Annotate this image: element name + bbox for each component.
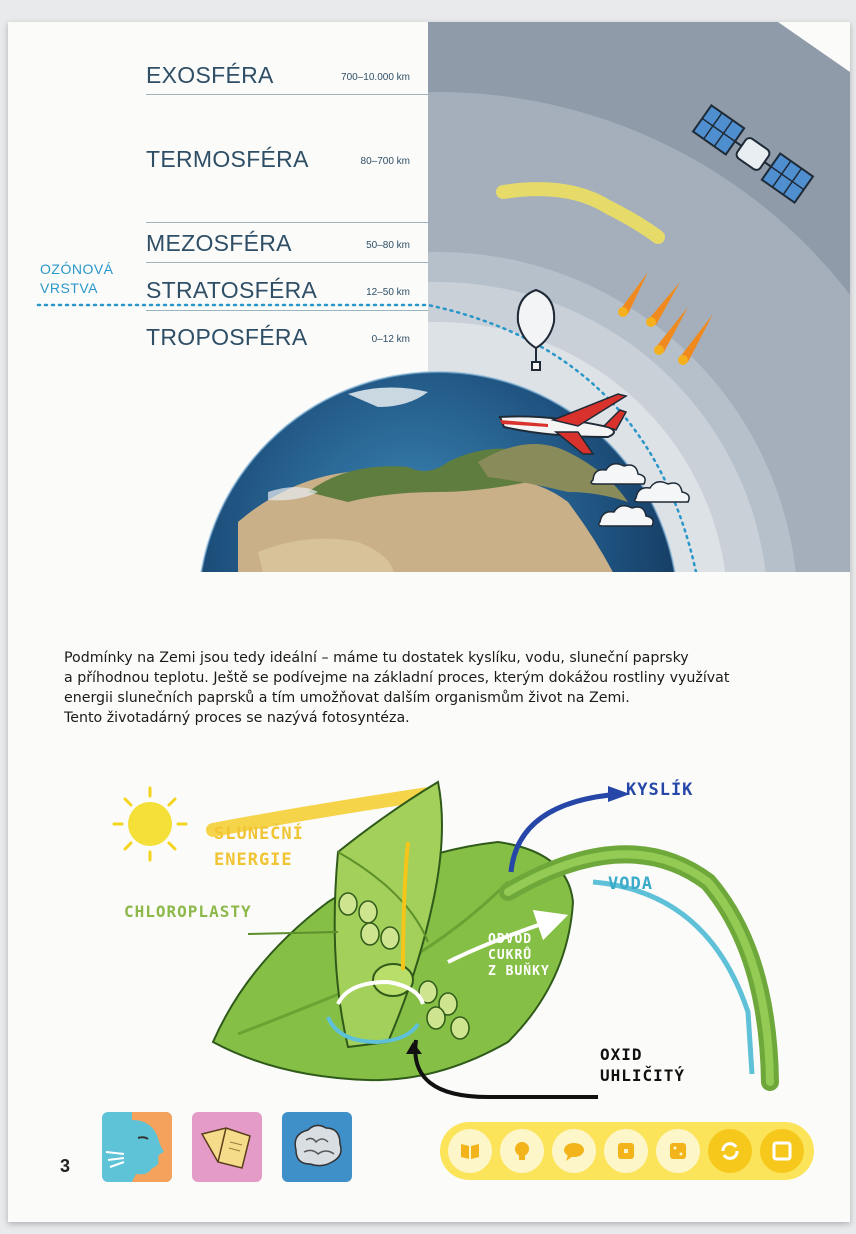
toolbar-refresh-button[interactable] — [708, 1129, 752, 1173]
book-tile[interactable] — [192, 1112, 262, 1182]
book-icon — [458, 1139, 482, 1163]
toolbar-book-button[interactable] — [448, 1129, 492, 1173]
toolbar-frame-button[interactable] — [760, 1129, 804, 1173]
listen-icon — [102, 1112, 172, 1182]
sugar-label-line1: ODVOD — [488, 932, 533, 947]
stratosphere-label: STRATOSFÉRA — [146, 277, 318, 303]
thermosphere-label: TERMOSFÉRA — [146, 146, 309, 172]
paragraph-line: energii slunečních paprsků a tím umožňovat dalším organismům život na Zemi. — [64, 690, 630, 706]
ozone-layer-label — [40, 260, 114, 298]
photosynthesis-diagram — [8, 742, 850, 1102]
frame-icon — [769, 1138, 795, 1164]
paragraph-line: a příhodnou teplotu. Ještě se podívejme na základní proces, kterým dokážou rostliny využívat — [64, 670, 730, 686]
intro-paragraph — [64, 648, 804, 728]
lightbulb-icon — [510, 1139, 534, 1163]
brain-icon — [282, 1112, 352, 1182]
refresh-icon — [717, 1138, 743, 1164]
ozone-label-line2: VRSTVA — [40, 280, 98, 296]
chloroplasts-label: CHLOROPLASTY — [124, 902, 252, 921]
square-icon — [614, 1139, 638, 1163]
thermosphere-range: 80–700 km — [360, 156, 410, 167]
exosphere-range: 700–10.000 km — [341, 72, 410, 83]
oxygen-label: KYSLÍK — [626, 780, 694, 800]
textbook-page — [8, 22, 850, 1222]
sugar-label-line3: Z BUŇKY — [488, 964, 550, 979]
activity-toolbar — [440, 1122, 814, 1180]
paragraph-line: Tento životadárný proces se nazývá fotosyntéza. — [64, 710, 410, 726]
troposphere-label: TROPOSFÉRA — [146, 324, 308, 350]
sugar-label-line2: CUKRŮ — [488, 948, 533, 963]
layer-divider — [146, 222, 428, 223]
book-icon — [192, 1112, 262, 1182]
mesosphere-label: MEZOSFÉRA — [146, 230, 292, 256]
sun-energy-label-2: ENERGIE — [214, 850, 293, 870]
listen-tile[interactable] — [102, 1112, 172, 1182]
stratosphere-range: 12–50 km — [366, 287, 410, 298]
sugar-label — [488, 932, 550, 980]
brain-tile[interactable] — [282, 1112, 352, 1182]
sun-energy-label-1: SLUNEČNÍ — [214, 824, 304, 844]
co2-label-line2: UHLIČITÝ — [600, 1066, 686, 1085]
water-label: VODA — [608, 874, 653, 894]
ozone-label-line1: OZÓNOVÁ — [40, 261, 114, 277]
mesosphere-range: 50–80 km — [366, 240, 410, 251]
troposphere-range: 0–12 km — [371, 334, 410, 345]
layer-divider — [146, 310, 428, 311]
speech-bubble-icon — [562, 1139, 586, 1163]
sun-icon — [114, 788, 186, 860]
page-number: 3 — [60, 1156, 71, 1176]
paragraph-line: Podmínky na Zemi jsou tedy ideální – máme tu dostatek kyslíku, vodu, sluneční paprsky — [64, 650, 689, 666]
layer-divider — [146, 262, 428, 263]
toolbar-square-button[interactable] — [604, 1129, 648, 1173]
co2-label-line1: OXID — [600, 1045, 643, 1064]
co2-label — [600, 1044, 685, 1086]
toolbar-dice-button[interactable] — [656, 1129, 700, 1173]
atmosphere-illustration — [8, 22, 850, 572]
layer-divider — [146, 94, 428, 95]
dice-icon — [666, 1139, 690, 1163]
toolbar-idea-button[interactable] — [500, 1129, 544, 1173]
toolbar-discuss-button[interactable] — [552, 1129, 596, 1173]
exosphere-label: EXOSFÉRA — [146, 62, 274, 88]
